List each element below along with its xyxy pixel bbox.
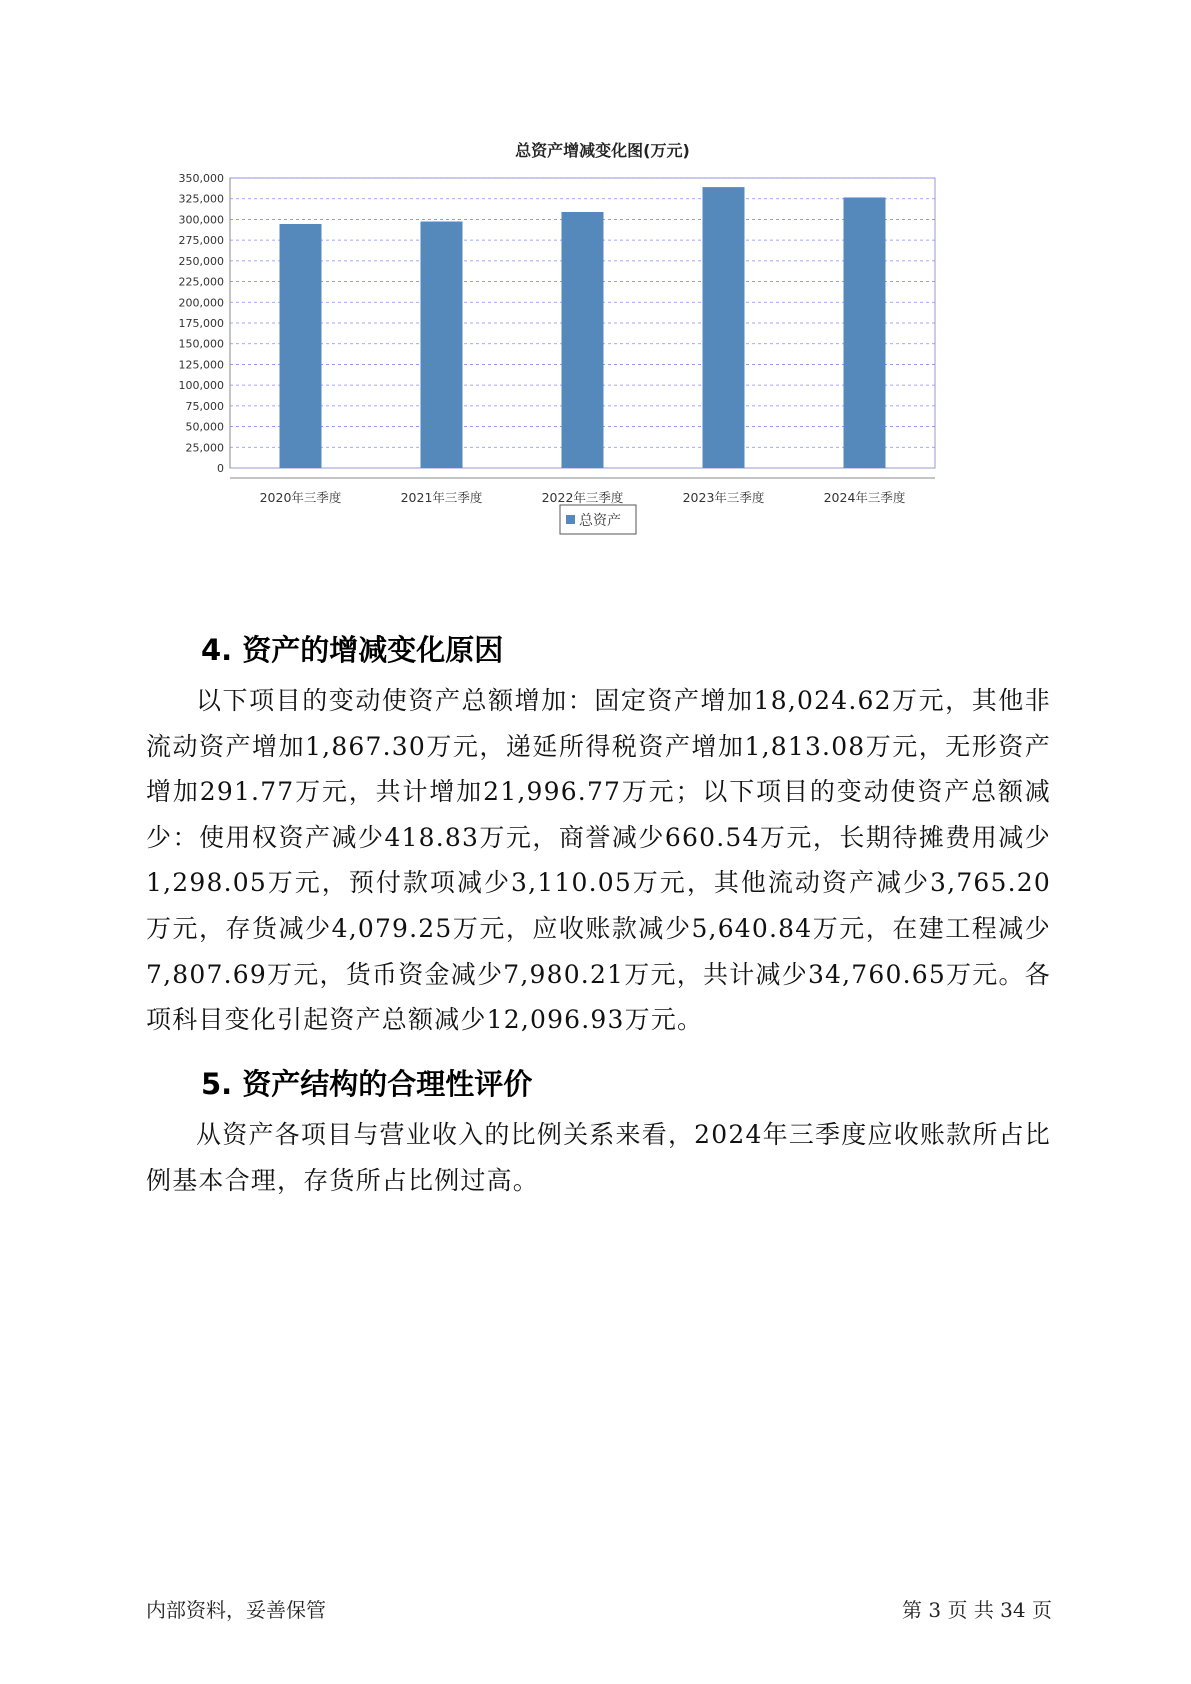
y-tick-label: 225,000: [178, 275, 224, 289]
footer-confidential-note: 内部资料，妥善保管: [146, 1598, 326, 1622]
bar-2021年三季度: [421, 222, 463, 469]
y-tick-label: 150,000: [178, 337, 224, 351]
x-tick-label: 2024年三季度: [823, 490, 906, 505]
legend-swatch: [566, 515, 575, 524]
x-tick-label: 2022年三季度: [541, 490, 624, 505]
y-tick-label: 200,000: [178, 296, 224, 310]
section-5-paragraph: 从资产各项目与营业收入的比例关系来看，2024年三季度应收账款所占比例基本合理，存货所占比例过高。: [146, 1120, 1051, 1195]
bar-2023年三季度: [703, 187, 745, 468]
section-4-heading: 4. 资产的增减变化原因: [201, 633, 504, 667]
bar-2020年三季度: [280, 224, 322, 468]
y-tick-label: 275,000: [178, 234, 224, 248]
y-tick-label: 325,000: [178, 192, 224, 206]
x-tick-label: 2023年三季度: [682, 490, 765, 505]
x-tick-label: 2021年三季度: [400, 490, 483, 505]
y-tick-label: 100,000: [178, 379, 224, 393]
section-5-heading: 5. 资产结构的合理性评价: [201, 1067, 533, 1101]
section-4-paragraph: 以下项目的变动使资产总额增加：固定资产增加18,024.62万元，其他非流动资产增加1,867.30万元，递延所得税资产增加1,813.08万元，无形资产增加291.77万元，共计增加21,996.77万元；以下项目的变动使资产总额减少：使用权资产减少418.83万元，商誉减少660.54万元，长期待摊费用减少1,298.05万元，预付款项减少3,110.05万元，其他流动资产减少3,765.20万元，存货减少4,079.25万元，应收账款减少5,640.84万元，在建工程减少7,807.69万元，货币资金减少7,980.21万元，共计减少34,760.65万元。各项科目变化引起资产总额减少12,096.93万元。: [146, 686, 1051, 1035]
y-tick-label: 75,000: [185, 399, 224, 413]
y-tick-label: 350,000: [178, 172, 224, 185]
footer-page-number: 第 3 页 共 34 页: [902, 1598, 1052, 1622]
bar-2024年三季度: [844, 197, 886, 468]
y-tick-label: 0: [217, 462, 224, 475]
y-tick-label: 300,000: [178, 213, 224, 227]
x-tick-label: 2020年三季度: [259, 490, 342, 505]
y-tick-label: 250,000: [178, 254, 224, 268]
y-tick-label: 125,000: [178, 358, 224, 372]
chart-svg: [160, 140, 1040, 590]
bar-2022年三季度: [562, 212, 604, 468]
y-tick-label: 25,000: [185, 441, 224, 455]
y-tick-label: 175,000: [178, 317, 224, 330]
legend-label: 总资产: [579, 513, 621, 529]
total-assets-chart: [160, 140, 1040, 590]
y-tick-label: 50,000: [185, 420, 224, 434]
chart-title: 总资产增减变化图(万元): [515, 141, 690, 160]
